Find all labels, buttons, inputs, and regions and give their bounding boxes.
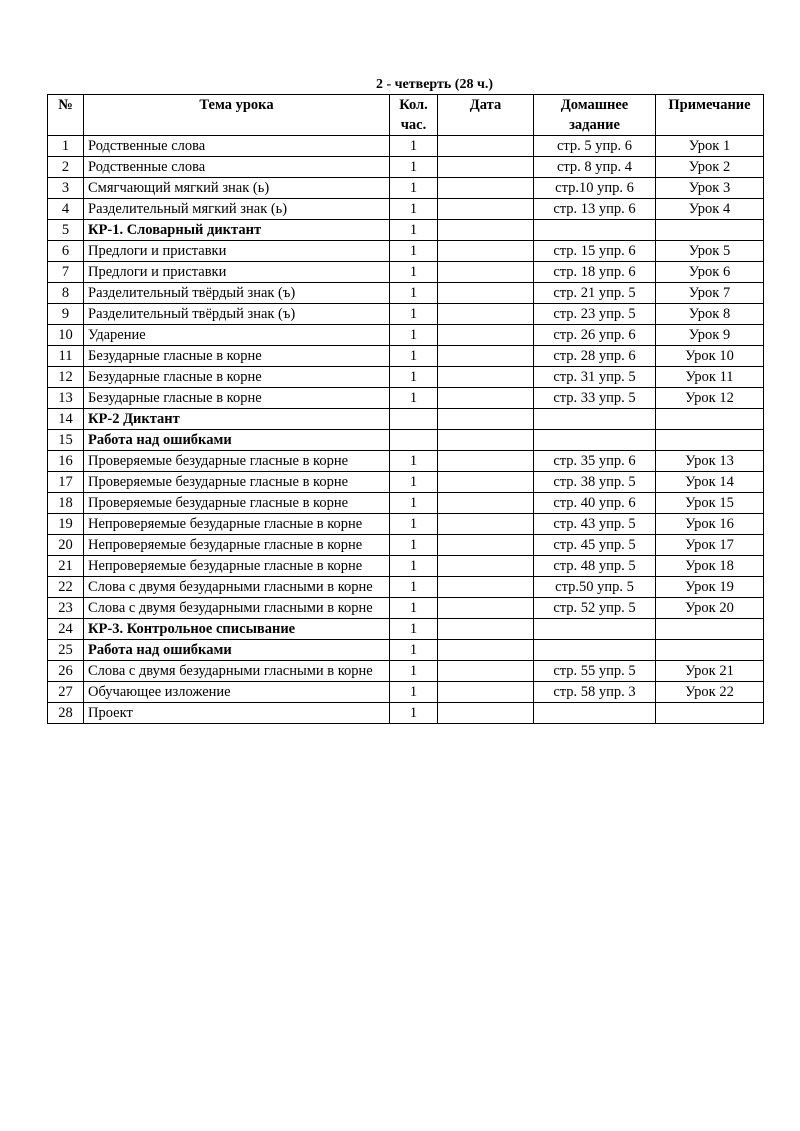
row-homework-cell: стр. 15 упр. 6 [534,241,656,262]
row-number-cell: 16 [48,451,84,472]
row-homework-cell: стр. 35 упр. 6 [534,451,656,472]
row-homework-cell: стр. 55 упр. 5 [534,661,656,682]
row-note-cell: Урок 22 [656,682,764,703]
row-date-cell [438,682,534,703]
table-row [48,703,764,724]
row-topic-cell: Проект [84,703,390,724]
table-row [48,535,764,556]
row-date-cell [438,220,534,241]
row-topic-cell: Безударные гласные в корне [84,388,390,409]
row-homework-cell: стр.50 упр. 5 [534,577,656,598]
table-row [48,157,764,178]
table-row [48,472,764,493]
table-row [48,514,764,535]
row-homework-cell: стр. 26 упр. 6 [534,325,656,346]
row-topic-cell: Обучающее изложение [84,682,390,703]
row-date-cell [438,325,534,346]
row-number-cell: 7 [48,262,84,283]
row-note-cell: Урок 19 [656,577,764,598]
table-row [48,661,764,682]
row-hours-cell: 1 [390,514,438,535]
table-row [48,367,764,388]
row-number-cell: 13 [48,388,84,409]
lesson-plan-table [47,94,764,724]
table-row [48,451,764,472]
row-topic-cell: Проверяемые безударные гласные в корне [84,472,390,493]
row-hours-cell: 1 [390,178,438,199]
row-homework-cell: стр. 38 упр. 5 [534,472,656,493]
row-topic-cell: Разделительный твёрдый знак (ъ) [84,304,390,325]
row-homework-cell: стр. 43 упр. 5 [534,514,656,535]
row-number-cell: 6 [48,241,84,262]
row-hours-cell: 1 [390,577,438,598]
row-homework-cell: стр.10 упр. 6 [534,178,656,199]
row-number-cell: 15 [48,430,84,451]
row-number-cell: 3 [48,178,84,199]
row-hours-cell: 1 [390,262,438,283]
row-note-cell: Урок 6 [656,262,764,283]
row-hours-cell [390,430,438,451]
row-hours-cell: 1 [390,535,438,556]
row-topic-cell: Родственные слова [84,157,390,178]
row-note-cell: Урок 10 [656,346,764,367]
row-hours-cell: 1 [390,451,438,472]
row-note-cell [656,640,764,661]
row-hours-cell: 1 [390,640,438,661]
row-note-cell: Урок 1 [656,136,764,157]
table-row [48,682,764,703]
row-date-cell [438,703,534,724]
row-number-cell: 20 [48,535,84,556]
row-number-cell: 12 [48,367,84,388]
row-number-cell: 21 [48,556,84,577]
row-homework-cell [534,703,656,724]
row-topic-cell: Ударение [84,325,390,346]
row-number-cell: 2 [48,157,84,178]
table-row [48,493,764,514]
row-date-cell [438,556,534,577]
row-topic-cell: Предлоги и приставки [84,241,390,262]
row-homework-cell [534,640,656,661]
column-header-note: Примечание [656,95,764,136]
row-date-cell [438,577,534,598]
row-note-cell: Урок 16 [656,514,764,535]
table-row [48,262,764,283]
row-topic-cell: Смягчающий мягкий знак (ь) [84,178,390,199]
row-note-cell: Урок 13 [656,451,764,472]
row-topic-cell: Родственные слова [84,136,390,157]
row-topic-cell: КР-2 Диктант [84,409,390,430]
row-date-cell [438,430,534,451]
row-number-cell: 27 [48,682,84,703]
row-hours-cell: 1 [390,283,438,304]
row-number-cell: 5 [48,220,84,241]
row-note-cell [656,430,764,451]
row-note-cell: Урок 18 [656,556,764,577]
row-number-cell: 23 [48,598,84,619]
row-topic-cell: Разделительный твёрдый знак (ъ) [84,283,390,304]
table-header-row [48,95,764,136]
row-homework-cell: стр. 45 упр. 5 [534,535,656,556]
row-note-cell: Урок 15 [656,493,764,514]
row-note-cell: Урок 4 [656,199,764,220]
row-date-cell [438,241,534,262]
row-topic-cell: КР-3. Контрольное списывание [84,619,390,640]
row-note-cell: Урок 20 [656,598,764,619]
row-homework-cell: стр. 13 упр. 6 [534,199,656,220]
row-homework-cell: стр. 40 упр. 6 [534,493,656,514]
row-number-cell: 1 [48,136,84,157]
row-note-cell: Урок 3 [656,178,764,199]
row-hours-cell: 1 [390,703,438,724]
row-hours-cell: 1 [390,241,438,262]
row-date-cell [438,283,534,304]
row-date-cell [438,304,534,325]
row-topic-cell: Слова с двумя безударными гласными в корне [84,598,390,619]
row-date-cell [438,199,534,220]
row-date-cell [438,535,534,556]
row-note-cell [656,703,764,724]
row-hours-cell [390,409,438,430]
row-hours-cell: 1 [390,388,438,409]
row-number-cell: 14 [48,409,84,430]
row-date-cell [438,346,534,367]
table-row [48,220,764,241]
table-row [48,136,764,157]
row-homework-cell [534,430,656,451]
row-homework-cell: стр. 28 упр. 6 [534,346,656,367]
column-header-homework: Домашнее задание [534,95,656,136]
row-date-cell [438,514,534,535]
row-note-cell: Урок 5 [656,241,764,262]
row-topic-cell: Слова с двумя безударными гласными в корне [84,661,390,682]
row-hours-cell: 1 [390,367,438,388]
row-number-cell: 19 [48,514,84,535]
row-number-cell: 26 [48,661,84,682]
row-note-cell: Урок 7 [656,283,764,304]
column-header-hours: Кол. час. [390,95,438,136]
row-homework-cell: стр. 21 упр. 5 [534,283,656,304]
row-topic-cell: Непроверяемые безударные гласные в корне [84,514,390,535]
row-topic-cell: Предлоги и приставки [84,262,390,283]
table-row [48,325,764,346]
row-topic-cell: Слова с двумя безударными гласными в корне [84,577,390,598]
row-topic-cell: Непроверяемые безударные гласные в корне [84,535,390,556]
row-topic-cell: Проверяемые безударные гласные в корне [84,493,390,514]
row-topic-cell: Проверяемые безударные гласные в корне [84,451,390,472]
row-date-cell [438,136,534,157]
row-hours-cell: 1 [390,199,438,220]
row-hours-cell: 1 [390,661,438,682]
row-topic-cell: Разделительный мягкий знак (ь) [84,199,390,220]
row-topic-cell: Непроверяемые безударные гласные в корне [84,556,390,577]
row-topic-cell: Работа над ошибками [84,430,390,451]
row-note-cell: Урок 17 [656,535,764,556]
row-date-cell [438,409,534,430]
column-header-num: № [48,95,84,136]
row-note-cell: Урок 14 [656,472,764,493]
row-homework-cell: стр. 18 упр. 6 [534,262,656,283]
row-topic-cell: Работа над ошибками [84,640,390,661]
row-note-cell: Урок 9 [656,325,764,346]
row-number-cell: 17 [48,472,84,493]
row-note-cell [656,619,764,640]
row-date-cell [438,472,534,493]
row-homework-cell: стр. 48 упр. 5 [534,556,656,577]
row-hours-cell: 1 [390,346,438,367]
column-header-topic: Тема урока [84,95,390,136]
row-homework-cell: стр. 33 упр. 5 [534,388,656,409]
row-topic-cell: Безударные гласные в корне [84,346,390,367]
row-date-cell [438,640,534,661]
table-row [48,199,764,220]
row-hours-cell: 1 [390,472,438,493]
row-date-cell [438,451,534,472]
table-row [48,409,764,430]
row-number-cell: 10 [48,325,84,346]
row-number-cell: 28 [48,703,84,724]
table-row [48,346,764,367]
table-row [48,640,764,661]
row-number-cell: 8 [48,283,84,304]
row-date-cell [438,157,534,178]
row-date-cell [438,367,534,388]
row-hours-cell: 1 [390,136,438,157]
row-note-cell [656,220,764,241]
table-row [48,388,764,409]
table-row [48,283,764,304]
row-homework-cell [534,409,656,430]
row-date-cell [438,388,534,409]
row-number-cell: 24 [48,619,84,640]
row-number-cell: 4 [48,199,84,220]
column-header-date: Дата [438,95,534,136]
row-homework-cell: стр. 31 упр. 5 [534,367,656,388]
row-hours-cell: 1 [390,598,438,619]
row-homework-cell: стр. 8 упр. 4 [534,157,656,178]
row-number-cell: 18 [48,493,84,514]
table-row [48,556,764,577]
row-homework-cell [534,619,656,640]
row-hours-cell: 1 [390,157,438,178]
row-hours-cell: 1 [390,493,438,514]
row-topic-cell: КР-1. Словарный диктант [84,220,390,241]
table-row [48,598,764,619]
row-topic-cell: Безударные гласные в корне [84,367,390,388]
row-homework-cell: стр. 5 упр. 6 [534,136,656,157]
row-number-cell: 9 [48,304,84,325]
row-note-cell: Урок 2 [656,157,764,178]
table-row [48,430,764,451]
row-hours-cell: 1 [390,220,438,241]
row-date-cell [438,619,534,640]
row-note-cell [656,409,764,430]
table-row [48,619,764,640]
row-homework-cell: стр. 58 упр. 3 [534,682,656,703]
row-date-cell [438,661,534,682]
row-homework-cell [534,220,656,241]
row-note-cell: Урок 8 [656,304,764,325]
row-hours-cell: 1 [390,325,438,346]
row-note-cell: Урок 11 [656,367,764,388]
row-number-cell: 25 [48,640,84,661]
row-hours-cell: 1 [390,619,438,640]
row-number-cell: 22 [48,577,84,598]
table-row [48,304,764,325]
table-row [48,178,764,199]
row-number-cell: 11 [48,346,84,367]
row-date-cell [438,178,534,199]
row-date-cell [438,262,534,283]
row-homework-cell: стр. 23 упр. 5 [534,304,656,325]
row-hours-cell: 1 [390,556,438,577]
table-row [48,577,764,598]
table-row [48,241,764,262]
row-date-cell [438,493,534,514]
row-note-cell: Урок 21 [656,661,764,682]
row-date-cell [438,598,534,619]
row-homework-cell: стр. 52 упр. 5 [534,598,656,619]
page-title: 2 - четверть (28 ч.) [375,77,494,92]
row-hours-cell: 1 [390,304,438,325]
row-note-cell: Урок 12 [656,388,764,409]
row-hours-cell: 1 [390,682,438,703]
